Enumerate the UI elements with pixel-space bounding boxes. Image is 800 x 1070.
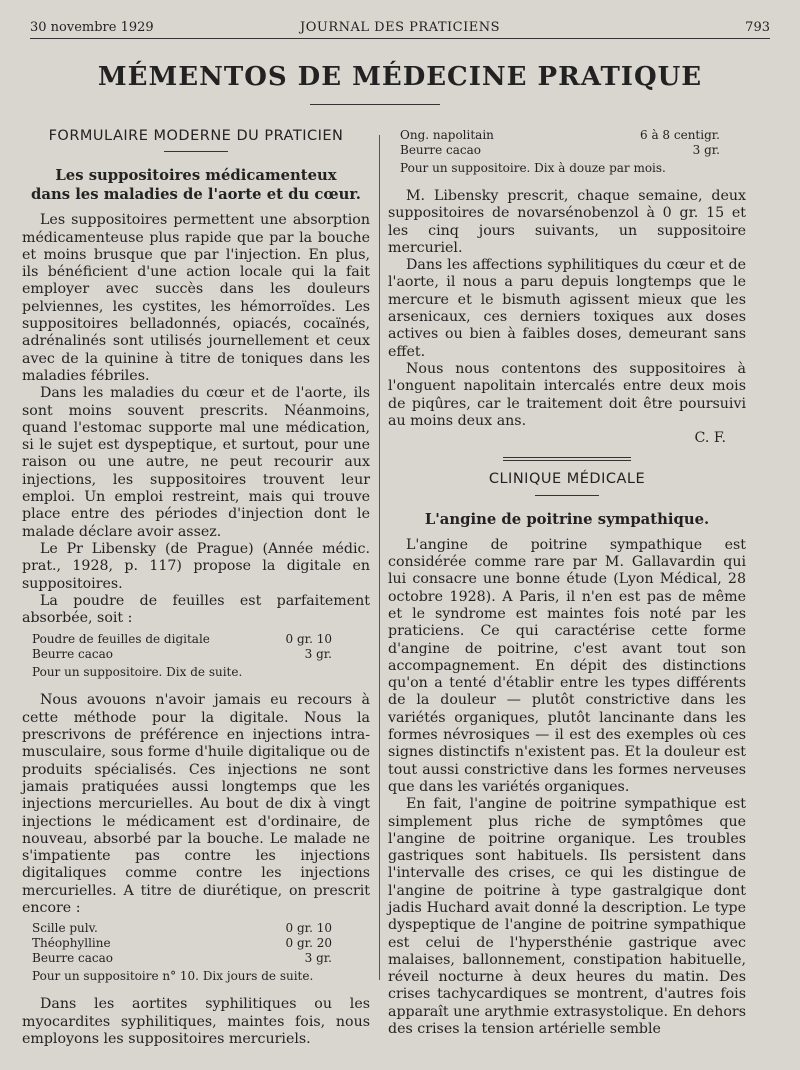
prescription-row: Ong. napolitain 6 à 8 centigr. — [400, 128, 720, 142]
prescription-row: Scille pulv. 0 gr. 10 — [32, 921, 332, 936]
section-separator — [503, 457, 631, 461]
paragraph: Le Pr Libensky (de Prague) (Année médic. prat., 1928, p. 117) propose la digitale en suppositoires. — [22, 540, 370, 592]
prescription-row: Beurre cacao 3 gr. — [400, 143, 720, 157]
page-title: MÉMENTOS DE MÉDECINE PRATIQUE — [97, 62, 703, 92]
page-number: 793 — [745, 20, 770, 35]
paragraph: Nous avouons n'avoir jamais eu recours à cette méthode pour la digitale. Nous la prescrivons de préférence en injections intra-musculaire, sous forme d'huile digitalique ou de produits spécialisés. Ces injections ne sont jamais pratiquées aussi longtemps que les injections mercurielles. Au bout de dix à vingt injections le médicament est d'ordinaire, de nouveau, absorbé par la bouche. Le malade ne s'impatiente pas contre les injections digitaliques comme contre les injections mercurielles. A titre de diurétique, on prescrit encore : — [22, 692, 370, 916]
title-rule — [310, 104, 440, 105]
article-title-line-2: dans les maladies de l'aorte et du cœur. — [31, 186, 361, 204]
paragraph: Dans les aortites syphilitiques ou les myocardites syphilitiques, maintes fois, nous employons les suppositoires mercuriels. — [22, 996, 370, 1047]
prescription-diuretique — [32, 921, 332, 984]
column-divider — [379, 135, 380, 980]
paragraph: M. Libensky prescrit, chaque semaine, deux suppositoires de novarsénobenzol à 0 gr. 15 et les cinq jours suivants, un suppositoire mercuriel. — [388, 188, 746, 256]
paragraph: En fait, l'angine de poitrine sympathique est simplement plus riche de symptômes que l'angine de poitrine organique. Les troubles gastriques sont habituels. Ils persistent dans l'intervalle des crises, ce qui les distingue de l'angine de poitrine à type gastralgique dont jadis Huchard avait donné la description. Le type dyspeptique de l'angine de poitrine sympathique est celui de l'hypersthénie gastrique avec malaises, ballonnement, constipation habituelle, réveil nocturne à deux heures du matin. Des crises tachycardiques se montrent, d'autres fois apparaît une arythmie extrasystolique. En dehors des crises la tension artérielle semble — [388, 796, 746, 1038]
journal-name: JOURNAL DES PRATICIENS — [300, 20, 500, 35]
paragraph: Les suppositoires permettent une absorption médicamenteuse plus rapide que par la bouche et moins brusque que par l'injection. En plus, ils bénéficient d'une action locale qui la fait employer avec succès dans les douleurs pelviennes, les cystites, les hémorroïdes. Les suppositoires belladonnés, opiacés, cocaïnés, adrénalinés sont utilisés journellement et ceux avec de la quinine à titre de toniques dans les maladies fébriles. — [22, 212, 370, 384]
author-signature: C. F. — [694, 430, 726, 447]
prescription-digitale — [32, 632, 332, 680]
prescription-row: Beurre cacao 3 gr. — [32, 647, 332, 662]
prescription-footnote: Pour un suppositoire n° 10. Dix jours de suite. — [32, 969, 314, 984]
paragraph: Dans les affections syphilitiques du cœur et de l'aorte, il nous a paru depuis longtemps que le mercure et le bismuth agissent mieux que les arsenicaux, ces derniers toxiques aux doses actives ou bien à faibles doses, demeurant sans effet. — [388, 257, 746, 360]
running-header — [30, 20, 770, 39]
article-title-angine: L'angine de poitrine sympathique. — [424, 510, 710, 528]
article-title-line-1: Les suppositoires médicamenteux — [55, 167, 337, 185]
prescription-footnote: Pour un suppositoire. Dix à douze par mois. — [400, 161, 666, 175]
paragraph: La poudre de feuilles est parfaitement absorbée, soit : — [22, 592, 370, 627]
paragraph: Nous nous contentons des suppositoires à l'onguent napolitain intercalés entre deux mois de piqûres, car le traitement doit être poursuivi au moins deux ans. — [388, 360, 746, 429]
prescription-row: Poudre de feuilles de digitale 0 gr. 10 — [32, 632, 332, 647]
paragraph: L'angine de poitrine sympathique est considérée comme rare par M. Gallavardin qui lui consacre une bonne étude (Lyon Médical, 28 octobre 1928). A Paris, il n'en est pas de même et le syndrome est maintes fois noté par les praticiens. Ce qui caractérise cette forme d'angine de poitrine, c'est avant tout son accompagnement. En dépit des distinctions qu'on a tenté d'établir entre les types différents de la douleur — plutôt constrictive dans les variétés organiques, plutôt lancinante dans les formes névrosiques — il est des exemples où ces signes distinctifs n'existent pas. Et la douleur est tout aussi constrictive dans les formes nerveuses que dans les variétés organiques. — [388, 536, 746, 795]
section-heading-clinique: CLINIQUE MÉDICALE — [488, 471, 646, 488]
prescription-mercurielle — [400, 128, 720, 176]
paragraph: Dans les maladies du cœur et de l'aorte, ils sont moins souvent prescrits. Néanmoins, quand l'estomac supporte mal une médication, si le sujet est dyspeptique, et surtout, pour une raison ou une autre, ne peut recourir aux injections, les suppositoires trouvent leur emploi. Un emploi restreint, mais qui trouve place entre des périodes d'injection dont le malade déclare avoir assez. — [22, 385, 370, 540]
issue-date: 30 novembre 1929 — [30, 20, 154, 35]
prescription-footnote: Pour un suppositoire. Dix de suite. — [32, 665, 243, 680]
right-column — [388, 128, 746, 1038]
left-column — [22, 128, 370, 1048]
prescription-row: Beurre cacao 3 gr. — [32, 951, 332, 966]
section-heading-formulaire: FORMULAIRE MODERNE DU PRATICIEN — [48, 128, 344, 144]
prescription-row: Théophylline 0 gr. 20 — [32, 936, 332, 951]
